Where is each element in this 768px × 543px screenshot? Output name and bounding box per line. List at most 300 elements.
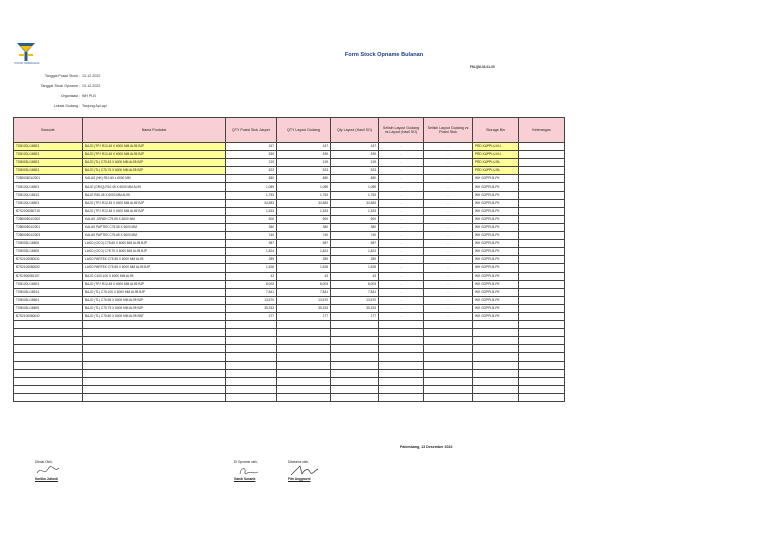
empty-cell [277, 345, 331, 353]
empty-cell [379, 377, 424, 385]
cell-qty-layout: 34,583 [277, 199, 331, 207]
empty-cell [83, 377, 226, 385]
table-row [14, 215, 565, 223]
empty-cell [473, 353, 519, 361]
meta-row [20, 101, 107, 111]
cell-barcode: TO8120L/16503 [14, 151, 83, 159]
table-row [14, 223, 565, 231]
cell-qty-layout: 1,824 [277, 248, 331, 256]
cell-barcode: TO8120L/16513 [14, 191, 83, 199]
empty-cell [14, 353, 83, 361]
cell-barcode: TO8003L/16514 [14, 288, 83, 296]
empty-table-row [14, 377, 565, 385]
empty-cell [424, 393, 473, 401]
empty-cell [424, 321, 473, 329]
cell-qty-so: 1,753 [331, 191, 379, 199]
empty-table-row [14, 353, 565, 361]
empty-table-row [14, 369, 565, 377]
cell-storage-bin: WH GOPPLB-PK [473, 223, 519, 231]
empty-cell [226, 329, 277, 337]
empty-cell [83, 337, 226, 345]
cell-selisih-posisi: - [424, 199, 473, 207]
empty-cell [14, 361, 83, 369]
cell-qty-jasper: 13,570 [226, 296, 277, 304]
cell-storage-bin: WH GOPPLB-PK [473, 256, 519, 264]
empty-cell [473, 337, 519, 345]
cell-selisih-so: - [379, 304, 424, 312]
cell-qty-layout: 1,533 [277, 207, 331, 215]
table-row [14, 175, 565, 183]
empty-cell [519, 369, 565, 377]
table-row [14, 304, 565, 312]
cell-keterangan [519, 264, 565, 272]
empty-cell [83, 393, 226, 401]
empty-cell [331, 393, 379, 401]
cell-selisih-posisi: - [424, 183, 473, 191]
header-qty-layout: QTY Layout Gudang [277, 118, 331, 143]
cell-qty-so: 680 [331, 175, 379, 183]
cell-nama-produksi: BAJO C100.100 X 6000 MM AL95 [83, 272, 226, 280]
cell-nama-produksi: KALAS JOPAR C75.55 X 6000 MM [83, 215, 226, 223]
empty-cell [226, 369, 277, 377]
empty-cell [473, 385, 519, 393]
cell-selisih-posisi: - [424, 191, 473, 199]
cell-nama-produksi: LASO PARTEK C75.65 X 6000 MM AL95 BJP [83, 264, 226, 272]
cell-barcode: TO8120L/16503 [14, 183, 83, 191]
place-date: Palembang, 13 Desember 2022 [400, 445, 453, 449]
cell-qty-layout: 219 [277, 159, 331, 167]
cell-qty-jasper: 1,628 [226, 264, 277, 272]
cell-storage-bin: WH GOPPLB-PK [473, 207, 519, 215]
cell-selisih-so: - [379, 207, 424, 215]
cell-selisih-posisi: - [424, 175, 473, 183]
table-row [14, 296, 565, 304]
empty-cell [14, 321, 83, 329]
empty-cell [424, 385, 473, 393]
table-row [14, 240, 565, 248]
cell-qty-so: 8,003 [331, 280, 379, 288]
cell-selisih-posisi: - [424, 296, 473, 304]
cell-storage-bin: WH GOPPLB-PK [473, 280, 519, 288]
cell-barcode: B7S1900081107 [14, 272, 83, 280]
signature-block-opname [234, 460, 264, 481]
cell-qty-jasper: 34,583 [226, 199, 277, 207]
empty-cell [331, 385, 379, 393]
empty-cell [424, 345, 473, 353]
cell-qty-layout: 13,570 [277, 296, 331, 304]
cell-barcode: TO8120L/16503 [14, 199, 83, 207]
cell-keterangan [519, 183, 565, 191]
cell-qty-so: 1,533 [331, 207, 379, 215]
cell-barcode: TO8120L/16503 [14, 280, 83, 288]
cell-barcode: B7S2100080031 [14, 256, 83, 264]
cell-keterangan [519, 304, 565, 312]
header-barcode: Barcode [14, 118, 83, 143]
empty-cell [331, 329, 379, 337]
meta-value: WH PLB [82, 94, 96, 98]
cell-selisih-so: - [379, 143, 424, 151]
cell-selisih-posisi: - [424, 223, 473, 231]
cell-barcode: TO8003L/16503 [14, 159, 83, 167]
cell-qty-so: 987 [331, 240, 379, 248]
cell-keterangan [519, 151, 565, 159]
empty-table-row [14, 321, 565, 329]
cell-nama-produksi: BAJO (TPJ R12.48 X 6000 MM AL95 BJP [83, 280, 226, 288]
cell-storage-bin: WH GOPPLB-PK [473, 240, 519, 248]
cell-qty-jasper: 539 [226, 151, 277, 159]
meta-label: Lokasi Gudang : [53, 104, 80, 108]
cell-qty-so: 277 [331, 312, 379, 320]
cell-qty-so: 1,628 [331, 264, 379, 272]
empty-cell [277, 353, 331, 361]
table-header-row [14, 118, 565, 143]
signature-role: Di Opname oleh, [234, 460, 258, 464]
cell-qty-layout: 35,333 [277, 304, 331, 312]
empty-cell [424, 337, 473, 345]
cell-qty-layout: 1,628 [277, 264, 331, 272]
cell-qty-jasper: 1,824 [226, 248, 277, 256]
cell-qty-jasper: 1,089 [226, 183, 277, 191]
empty-cell [519, 337, 565, 345]
empty-cell [519, 329, 565, 337]
empty-cell [331, 321, 379, 329]
cell-selisih-so: - [379, 288, 424, 296]
table-row [14, 264, 565, 272]
cell-qty-layout: 987 [277, 240, 331, 248]
cell-keterangan [519, 248, 565, 256]
empty-cell [331, 369, 379, 377]
cell-selisih-posisi: - [424, 248, 473, 256]
empty-cell [226, 353, 277, 361]
meta-value: Tanjung Api-api [82, 104, 107, 108]
cell-barcode: T28000801/2003 [14, 232, 83, 240]
table-row [14, 167, 565, 175]
cell-qty-jasper: 7,841 [226, 288, 277, 296]
header-selisih-so: Selisih Layout Gudang vs Layout (hasil SO) [379, 118, 424, 143]
empty-cell [83, 385, 226, 393]
cell-nama-produksi: LASO (OCO) C75.65 X 6000 MM AL95 BJP [83, 240, 226, 248]
cell-storage-bin: WH GOPPLB-PK [473, 272, 519, 280]
empty-cell [226, 393, 277, 401]
cell-qty-so: 7,841 [331, 288, 379, 296]
table-row [14, 159, 565, 167]
cell-barcode: B7S2100080052 [14, 264, 83, 272]
signature-role: Diketahui oleh, [288, 460, 310, 464]
cell-keterangan [519, 143, 565, 151]
empty-cell [424, 361, 473, 369]
cell-barcode: B7S2100080042 [14, 312, 83, 320]
empty-cell [226, 345, 277, 353]
cell-storage-bin: WH GOPPLB-PK [473, 248, 519, 256]
cell-keterangan [519, 240, 565, 248]
cell-qty-layout: 289 [277, 256, 331, 264]
cell-qty-layout: 7,841 [277, 288, 331, 296]
cell-barcode: T28000801/2001 [14, 223, 83, 231]
table-row [14, 288, 565, 296]
cell-qty-layout: 740 [277, 232, 331, 240]
cell-qty-so: 43 [331, 272, 379, 280]
empty-cell [277, 361, 331, 369]
document-code: FM-QM-03-01-00 [470, 65, 495, 69]
table-row [14, 199, 565, 207]
cell-qty-so: 219 [331, 159, 379, 167]
empty-cell [277, 369, 331, 377]
empty-table-row [14, 337, 565, 345]
cell-selisih-posisi: - [424, 207, 473, 215]
cell-nama-produksi: BAJO (TL) C75.100 X 6000 MM AL95 BJP [83, 288, 226, 296]
cell-keterangan [519, 207, 565, 215]
cell-selisih-so: - [379, 167, 424, 175]
cell-nama-produksi: LASO PARTEK C75.55 X 6000 MM AL95 [83, 256, 226, 264]
cell-qty-so: 523 [331, 167, 379, 175]
table-row [14, 151, 565, 159]
cell-storage-bin: PRD KUPPLU-BL [473, 167, 519, 175]
cell-selisih-posisi: - [424, 151, 473, 159]
cell-selisih-so: - [379, 248, 424, 256]
cell-nama-produksi: BAJO (GR/Q) R10.45 X 6000 MM AL95 [83, 183, 226, 191]
empty-cell [226, 377, 277, 385]
cell-selisih-so: - [379, 232, 424, 240]
empty-cell [379, 337, 424, 345]
cell-qty-jasper: 987 [226, 240, 277, 248]
document-meta [20, 71, 107, 111]
table-row [14, 248, 565, 256]
empty-cell [379, 329, 424, 337]
table-body [14, 143, 565, 402]
cell-qty-jasper: 523 [226, 167, 277, 175]
empty-table-row [14, 385, 565, 393]
table-row [14, 232, 565, 240]
cell-nama-produksi: BAJO (TL) C75.45 X 6000 MM AL95 BJP [83, 159, 226, 167]
empty-cell [14, 385, 83, 393]
cell-qty-layout: 539 [277, 151, 331, 159]
cell-selisih-so: - [379, 272, 424, 280]
cell-keterangan [519, 280, 565, 288]
cell-storage-bin: WH GOPPLB-PK [473, 312, 519, 320]
signature-block-diketahui [288, 460, 320, 481]
cell-selisih-so: - [379, 151, 424, 159]
empty-cell [473, 369, 519, 377]
cell-keterangan [519, 256, 565, 264]
cell-qty-so: 539 [331, 151, 379, 159]
empty-cell [519, 393, 565, 401]
cell-selisih-posisi: - [424, 159, 473, 167]
cell-keterangan [519, 215, 565, 223]
cell-selisih-so: - [379, 183, 424, 191]
empty-cell [226, 337, 277, 345]
cell-qty-so: 13,570 [331, 296, 379, 304]
meta-value: 13-12-2022 [82, 74, 101, 78]
cell-selisih-posisi: - [424, 143, 473, 151]
empty-cell [424, 353, 473, 361]
cell-selisih-posisi: - [424, 167, 473, 175]
empty-cell [14, 377, 83, 385]
cell-keterangan [519, 232, 565, 240]
cell-selisih-posisi: - [424, 312, 473, 320]
cell-qty-layout: 380 [277, 223, 331, 231]
meta-value: 13-12-2022 [82, 84, 101, 88]
cell-selisih-posisi: - [424, 256, 473, 264]
cell-keterangan [519, 312, 565, 320]
cell-qty-so: 289 [331, 256, 379, 264]
cell-qty-layout: 680 [277, 175, 331, 183]
cell-qty-jasper: 380 [226, 223, 277, 231]
page-title: Form Stock Opname Bulanan [344, 52, 424, 58]
cell-storage-bin: WH GOPPLB-PK [473, 175, 519, 183]
cell-nama-produksi: BAJO (TPJ R12.48 X 6000 MM AL95 BJP [83, 207, 226, 215]
cell-qty-jasper: 8,003 [226, 280, 277, 288]
meta-row [20, 91, 107, 101]
cell-keterangan [519, 272, 565, 280]
empty-table-row [14, 345, 565, 353]
table-row [14, 280, 565, 288]
cell-selisih-posisi: - [424, 288, 473, 296]
signature-scribble-icon [288, 464, 320, 477]
cell-keterangan [519, 199, 565, 207]
cell-nama-produksi: BAJO (TPJ R12.45 X 6000 MM AL95 BJP [83, 143, 226, 151]
cell-selisih-so: - [379, 223, 424, 231]
cell-selisih-so: - [379, 191, 424, 199]
empty-cell [14, 345, 83, 353]
cell-selisih-so: - [379, 264, 424, 272]
table-row [14, 183, 565, 191]
empty-cell [473, 361, 519, 369]
cell-storage-bin: PRD KUPPLU-KU [473, 151, 519, 159]
empty-cell [83, 321, 226, 329]
cell-barcode: T28000801/2001 [14, 175, 83, 183]
cell-storage-bin: WH GOPPLB-PK [473, 264, 519, 272]
empty-cell [379, 385, 424, 393]
empty-cell [14, 369, 83, 377]
empty-cell [379, 321, 424, 329]
cell-selisih-so: - [379, 199, 424, 207]
meta-label: Tanggal Stock Opname : [40, 84, 80, 88]
cell-nama-produksi: BAJO (TL) C75.75 X 6000 MM AL95 BJP [83, 304, 226, 312]
cell-nama-produksi: BAJO (TL) C75.80 X 6000 MM AL95 BNT [83, 312, 226, 320]
empty-cell [331, 377, 379, 385]
table-row [14, 191, 565, 199]
header-keterangan: Keterangan [519, 118, 565, 143]
empty-cell [519, 353, 565, 361]
cell-storage-bin: PRD KUPPLU-BL [473, 159, 519, 167]
cell-qty-jasper: 1,753 [226, 191, 277, 199]
cell-keterangan [519, 296, 565, 304]
empty-cell [83, 329, 226, 337]
empty-cell [519, 361, 565, 369]
cell-selisih-posisi: - [424, 232, 473, 240]
empty-table-row [14, 361, 565, 369]
cell-nama-produksi: BAJO (TPJ R12.45 X 6000 MM AL95 BJP [83, 151, 226, 159]
cell-qty-so: 35,333 [331, 304, 379, 312]
cell-storage-bin: WH GOPPLB-PK [473, 296, 519, 304]
cell-storage-bin: WH GOPPLB-PK [473, 215, 519, 223]
cell-selisih-posisi: - [424, 272, 473, 280]
table-row [14, 312, 565, 320]
cell-barcode: TO8003L/16508 [14, 248, 83, 256]
cell-barcode: TO8003L/16505 [14, 240, 83, 248]
empty-table-row [14, 329, 565, 337]
table-row [14, 256, 565, 264]
cell-qty-layout: 500 [277, 215, 331, 223]
empty-cell [83, 353, 226, 361]
header-qty-jasper: QTY Posisi Stok Jasper [226, 118, 277, 143]
empty-cell [473, 393, 519, 401]
table-row [14, 272, 565, 280]
empty-cell [226, 321, 277, 329]
cell-selisih-posisi: - [424, 215, 473, 223]
cell-qty-so: 380 [331, 223, 379, 231]
empty-cell [379, 345, 424, 353]
signature-scribble-icon [234, 464, 264, 477]
cell-qty-layout: 8,003 [277, 280, 331, 288]
cell-keterangan [519, 159, 565, 167]
cell-storage-bin: WH GOPPLB-PK [473, 288, 519, 296]
header-selisih-posisi: Selisih Layout Gudang vs Posisi Stok [424, 118, 473, 143]
cell-nama-produksi: KALAS (NK) R10.60 x 6000 MM [83, 175, 226, 183]
cell-qty-layout: 1,753 [277, 191, 331, 199]
cell-qty-so: 1,089 [331, 183, 379, 191]
empty-cell [424, 329, 473, 337]
cell-nama-produksi: KALAS PAPTEK C75.55 X 6000 MM [83, 223, 226, 231]
cell-selisih-so: - [379, 240, 424, 248]
table-row [14, 143, 565, 151]
cell-keterangan [519, 223, 565, 231]
empty-cell [519, 321, 565, 329]
cell-barcode: B7S2200080715 [14, 207, 83, 215]
empty-cell [14, 337, 83, 345]
cell-qty-so: 167 [331, 143, 379, 151]
cell-storage-bin: WH GOPPLB-PK [473, 191, 519, 199]
cell-qty-jasper: 167 [226, 143, 277, 151]
cell-nama-produksi: LASO (OCO) C75.75 X 6000 MM AL95 BJP [83, 248, 226, 256]
empty-cell [424, 377, 473, 385]
empty-cell [14, 393, 83, 401]
empty-cell [277, 329, 331, 337]
cell-barcode: TO8003L/16503 [14, 167, 83, 175]
empty-cell [331, 337, 379, 345]
empty-cell [473, 377, 519, 385]
signature-name: Gandi Susanti [234, 477, 256, 481]
cell-barcode: TO8120L/16503 [14, 143, 83, 151]
signature-name: Kartika Julianti [35, 477, 58, 481]
cell-keterangan [519, 288, 565, 296]
cell-qty-jasper: 680 [226, 175, 277, 183]
cell-nama-produksi: KALAS PAPTEK C75.65 X 6000 MM [83, 232, 226, 240]
cell-storage-bin: WH GOPPLB-PK [473, 232, 519, 240]
cell-qty-so: 500 [331, 215, 379, 223]
cell-qty-jasper: 43 [226, 272, 277, 280]
empty-cell [473, 329, 519, 337]
cell-barcode: TO8003L/16505 [14, 304, 83, 312]
cell-qty-so: 34,583 [331, 199, 379, 207]
header-nama-produksi: Nama Produksi [83, 118, 226, 143]
empty-cell [277, 321, 331, 329]
empty-cell [83, 369, 226, 377]
cell-selisih-so: - [379, 280, 424, 288]
cell-keterangan [519, 167, 565, 175]
empty-cell [519, 377, 565, 385]
signature-block-dibuat [35, 460, 65, 481]
cell-qty-jasper: 500 [226, 215, 277, 223]
cell-selisih-posisi: - [424, 304, 473, 312]
cell-nama-produksi: BAJO (TPJ R12.45 X 6000 MM AL95 BJP [83, 199, 226, 207]
cell-qty-jasper: 277 [226, 312, 277, 320]
empty-cell [277, 377, 331, 385]
cell-selisih-so: - [379, 312, 424, 320]
empty-cell [519, 345, 565, 353]
empty-cell [331, 361, 379, 369]
cell-storage-bin: WH GOPPLB-PK [473, 199, 519, 207]
